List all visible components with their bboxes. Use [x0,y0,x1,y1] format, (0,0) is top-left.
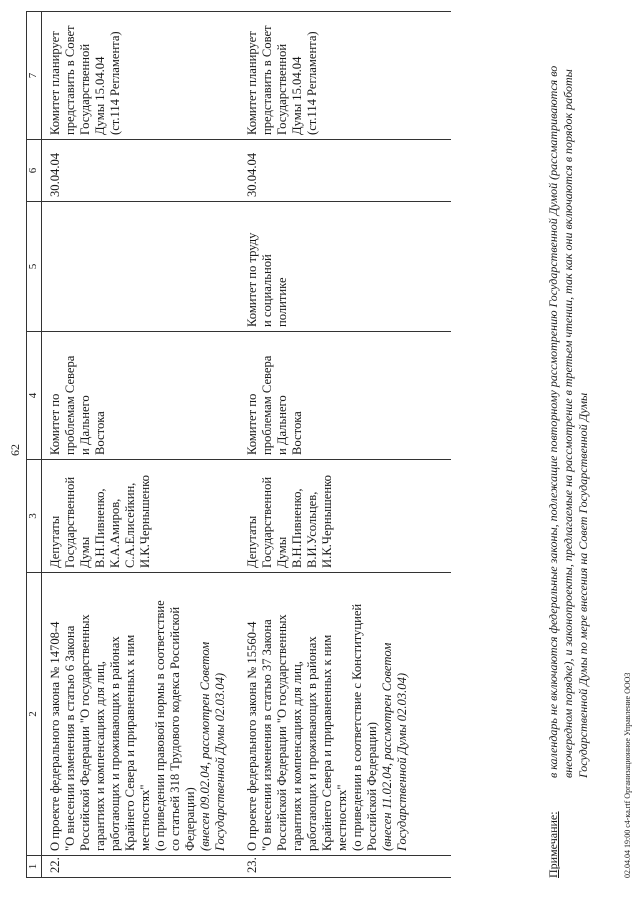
table-row [239,12,451,878]
remark-line: Комитет планирует [48,31,62,135]
column-number-header [27,12,42,878]
bill-submission-note: Государственной Думы 02.03.04) [395,672,409,851]
deadline-date: 30.04.04 [239,140,451,202]
bill-submission-note: Государственной Думы 02.03.04) [213,672,227,851]
responsible-committee [239,332,451,460]
table-row [42,12,240,878]
remark [239,12,451,140]
remark-line: представить в Совет [63,25,77,135]
print-footer: 02.04.04 19:00 c4-ка.rtf Организационное Управление ООО3 [623,672,632,878]
author-line: В.Н.Пивненко, [290,488,304,568]
co-executor-line: политике [275,277,289,327]
author-line: Депутаты [48,515,62,568]
committee-line: проблемам Севера [260,355,274,455]
page-number: 62 [8,444,22,456]
bill-title-line: работающих и проживающих в районах [108,636,122,851]
author-line: В.И.Усольцев, [305,491,319,568]
author-line: И.К.Чернышенко [138,475,152,568]
bill-description [42,573,240,856]
bill-submission-note: (внесен 11.02.04, рассмотрен Советом [380,642,394,851]
committee-line: и Дальнего [275,395,289,455]
committee-line: Востока [93,411,107,455]
co-executor-committee [239,202,451,332]
bill-title-line: Российской Федерации) [365,722,379,851]
bill-title-line: Крайнего Севера и приравненных к ним [123,634,137,851]
committee-line: Востока [290,411,304,455]
legislation-agenda-table [26,11,451,878]
remark-line: Думы 15.04.04 [290,56,304,135]
remark-line: Комитет планирует [245,31,259,135]
bill-title-line: гарантиях и компенсациях для лиц, [290,661,304,851]
remark [42,12,240,140]
footnote-text: в календарь не включаются федеральные законы, подлежащие повторному рассмотрению Государственной Думой (рассматриваются во внеочередном порядке), и законопроекты, предлагаемые на рассмотрение в третьем чтении, так как они включаются в порядок работы Государственной Думы по мере внесения на Совет Государственной Думы [546,65,590,778]
bill-title-line: "О внесении изменения в статью 37 Закона [260,619,274,851]
column-header: 1 [27,856,42,878]
bill-title-line: О проекте федерального закона № 14708-4 [48,621,62,851]
remark-line: Думы 15.04.04 [93,56,107,135]
bill-title-line: (о приведении в соответствие с Конституцией [350,603,364,851]
co-executor-committee [42,202,240,332]
remark-line: (ст.114 Регламента) [305,31,319,135]
column-header: 7 [27,12,42,140]
footnote-label: Примечание: [546,811,560,878]
bill-title-line: работающих и проживающих в районах [305,636,319,851]
bill-title-line: Российской Федерации "О государственных [275,614,289,851]
committee-line: Комитет по [245,393,259,455]
remark-line: Государственной [78,43,92,135]
column-header: 4 [27,332,42,460]
bill-submission-note: (внесен 09.02.04, рассмотрен Советом [198,641,212,851]
column-header: 5 [27,202,42,332]
bill-title-line: местностях" [335,784,349,851]
author-line: К.А.Амиров, [108,498,122,568]
bill-title-line: "О внесении изменения в статью 6 Закона [63,625,77,851]
column-header: 6 [27,140,42,202]
author-line: Государственной [260,476,274,568]
author-line: Думы [275,536,289,568]
remark-line: представить в Совет [260,25,274,135]
bill-title-line: Федерации) [183,787,197,851]
column-header: 3 [27,460,42,573]
row-number: 23. [239,856,451,878]
committee-line: Комитет по [48,393,62,455]
bill-authors [239,460,451,573]
deadline-date: 30.04.04 [42,140,240,202]
bill-description [239,573,451,856]
committee-line: проблемам Севера [63,355,77,455]
author-line: И.К.Чернышенко [320,475,334,568]
author-line: Думы [78,536,92,568]
row-number: 22. [42,856,240,878]
remark-line: Государственной [275,43,289,135]
bill-title-line: Российской Федерации "О государственных [78,614,92,851]
bill-title-line: со статьей 318 Трудового кодекса Российской [168,606,182,851]
bill-title-line: гарантиях и компенсациях для лиц, [93,661,107,851]
responsible-committee [42,332,240,460]
bill-title-line: О проекте федерального закона № 15560-4 [245,621,259,851]
co-executor-line: и социальной [260,254,274,327]
committee-line: и Дальнего [78,395,92,455]
bill-title-line: (о приведении правовой нормы в соответствие [153,600,167,851]
remark-line: (ст.114 Регламента) [108,31,122,135]
column-header: 2 [27,573,42,856]
author-line: Депутаты [245,515,259,568]
bill-authors [42,460,240,573]
bill-title-line: Крайнего Севера и приравненных к ним [320,634,334,851]
author-line: Государственной [63,476,77,568]
co-executor-line: Комитет по труду [245,232,259,327]
author-line: В.Н.Пивненко, [93,488,107,568]
bill-title-line: местностях" [138,784,152,851]
author-line: С.А.Елисейкин, [123,482,137,568]
